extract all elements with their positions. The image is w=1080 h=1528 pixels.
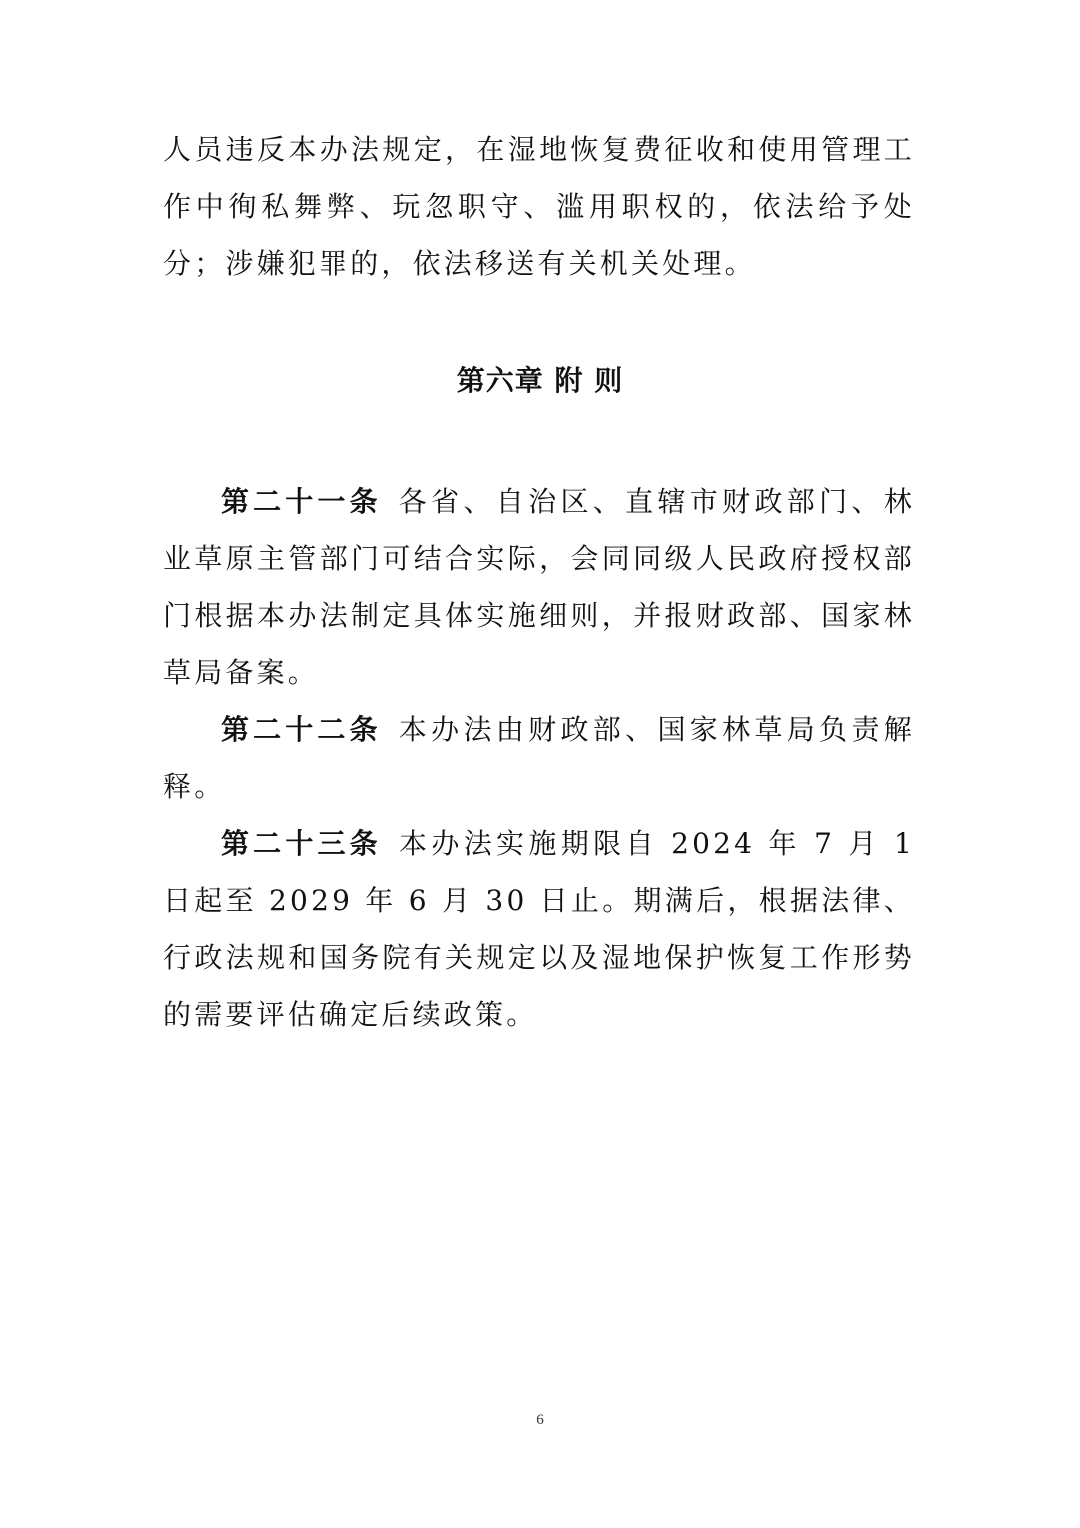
article-22: [163, 701, 915, 815]
page-number: 6: [536, 1412, 544, 1428]
article-text: 本办法实施期限自 2024 年 7 月 1 日起至 2029 年 6 月 30 日止。期满后，根据法律、行政法规和国务院有关规定以及湿地保护恢复工作形势的需要评估确定后续政策。: [163, 827, 915, 1031]
article-21: [163, 473, 915, 701]
article-text: 本办法由财政部、国家林草局负责解释。: [163, 713, 915, 803]
article-23: [163, 815, 915, 1043]
article-label: 第二十三条: [221, 827, 382, 860]
chapter-title: 第六章 附 则: [456, 364, 624, 397]
articles-section: [163, 473, 915, 1043]
continuation-paragraph: 人员违反本办法规定，在湿地恢复费征收和使用管理工作中徇私舞弊、玩忽职守、滥用职权的，依法给予处分；涉嫌犯罪的，依法移送有关机关处理。: [163, 133, 915, 280]
article-text: 各省、自治区、直辖市财政部门、林业草原主管部门可结合实际，会同同级人民政府授权部门根据本办法制定具体实施细则，并报财政部、国家林草局备案。: [163, 485, 915, 689]
article-label: 第二十一条: [221, 485, 382, 518]
article-label: 第二十二条: [221, 713, 382, 746]
